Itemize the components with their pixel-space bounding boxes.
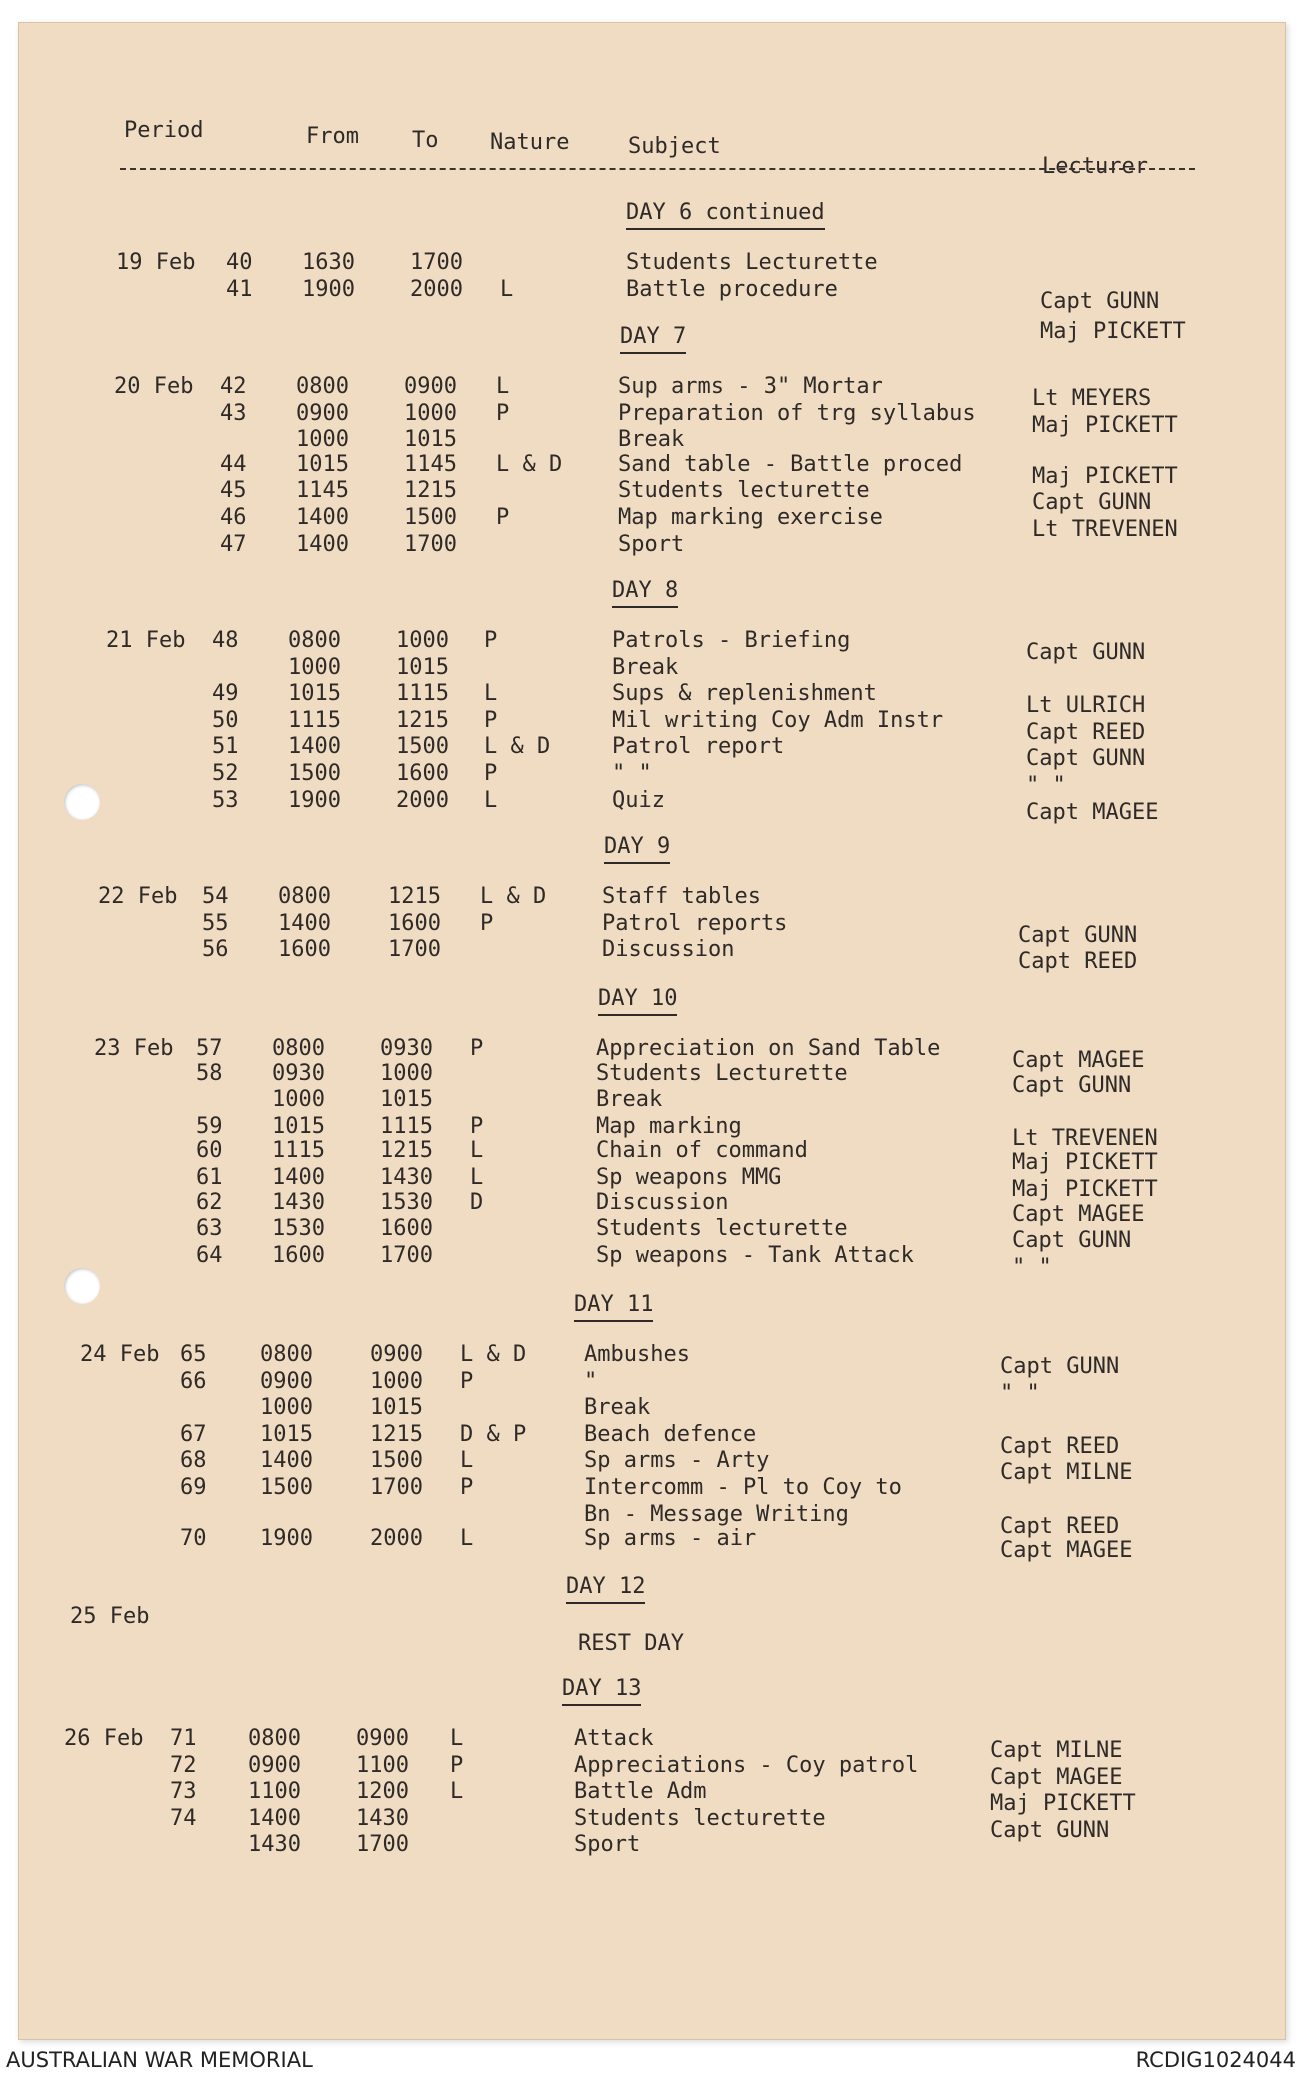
lecturer-cell: Capt GUNN: [1018, 922, 1138, 948]
subject-cell: Sups & replenishment: [612, 681, 877, 707]
nature-header: Nature: [490, 130, 570, 155]
to-cell: 1600: [388, 910, 441, 936]
period-cell: 57: [196, 1036, 223, 1061]
nature-cell: L & D: [460, 1342, 527, 1367]
period-cell: 63: [196, 1216, 223, 1242]
subject-cell: Sand table - Battle proced: [618, 451, 963, 477]
nature-cell: P: [484, 707, 498, 733]
from-cell: 1530: [272, 1216, 325, 1242]
period-cell: 53: [212, 787, 239, 813]
from-cell: 1015: [272, 1113, 325, 1139]
from-cell: 1600: [278, 937, 331, 963]
subject-cell: Intercomm - Pl to Coy to: [584, 1475, 902, 1500]
subject-cell: " ": [612, 761, 652, 786]
from-cell: 0800: [272, 1036, 325, 1061]
footer-left: AUSTRALIAN WAR MEMORIAL: [6, 2048, 313, 2072]
lecturer-cell: Maj PICKETT: [990, 1791, 1136, 1817]
period-header: Period: [124, 118, 204, 143]
punch-hole: [64, 1268, 100, 1304]
to-cell: 1700: [404, 531, 457, 557]
column-header-row: [0, 118, 1304, 179]
period-cell: 58: [196, 1060, 223, 1086]
day-title: DAY 9: [604, 834, 670, 864]
from-cell: 1500: [288, 761, 341, 786]
period-cell: 42: [220, 374, 247, 399]
subject-cell: Sport: [574, 1832, 641, 1858]
to-cell: 0900: [356, 1726, 409, 1751]
lecturer-cell: Capt REED: [1026, 719, 1146, 745]
from-cell: 1400: [278, 910, 331, 936]
period-cell: 72: [170, 1752, 197, 1778]
from-cell: 1100: [248, 1779, 301, 1805]
period-cell: 51: [212, 734, 239, 760]
period-cell: 67: [180, 1421, 207, 1447]
period-cell: 73: [170, 1779, 197, 1805]
subject-cell: Break: [596, 1087, 663, 1113]
period-cell: 61: [196, 1165, 223, 1190]
period-cell: 68: [180, 1448, 207, 1474]
period-cell: 65: [180, 1342, 207, 1367]
subject-cell: REST DAY: [578, 1630, 684, 1656]
nature-cell: P: [484, 628, 498, 653]
nature-cell: L: [450, 1726, 464, 1751]
from-cell: 1600: [272, 1242, 325, 1268]
day-title: DAY 13: [562, 1676, 641, 1706]
lecturer-cell: Capt GUNN: [1026, 746, 1146, 772]
to-cell: 1015: [370, 1395, 423, 1421]
to-cell: 1215: [396, 707, 449, 733]
nature-cell: P: [460, 1475, 474, 1500]
to-cell: 2000: [410, 276, 463, 302]
to-cell: 1600: [380, 1216, 433, 1242]
nature-cell: L: [460, 1448, 474, 1474]
day-title: DAY 11: [574, 1292, 653, 1322]
header-rule: [120, 168, 1195, 170]
to-cell: 1700: [380, 1242, 433, 1268]
subject-cell: Break: [584, 1395, 651, 1421]
from-cell: 1000: [288, 654, 341, 680]
subject-cell: Students lecturette: [574, 1805, 826, 1831]
period-cell: 69: [180, 1475, 207, 1500]
from-cell: 1000: [260, 1395, 313, 1421]
lecturer-cell: Capt GUNN: [1000, 1354, 1120, 1379]
from-cell: 1400: [248, 1805, 301, 1831]
to-cell: 1600: [396, 761, 449, 786]
lecturer-cell: " ": [1012, 1254, 1052, 1280]
subject-cell: Discussion: [596, 1189, 729, 1215]
nature-cell: L: [460, 1526, 474, 1552]
period-cell: 47: [220, 531, 247, 557]
to-header: To: [412, 128, 439, 153]
lecturer-cell: Maj PICKETT: [1032, 463, 1178, 489]
from-cell: 1400: [260, 1448, 313, 1474]
to-cell: 1145: [404, 451, 457, 477]
to-cell: 1700: [356, 1832, 409, 1858]
nature-cell: L: [484, 787, 498, 813]
lecturer-cell: Capt REED: [1000, 1513, 1120, 1539]
period-cell: 56: [202, 937, 229, 963]
to-cell: 1215: [380, 1138, 433, 1164]
from-cell: 1015: [260, 1421, 313, 1447]
day-title: DAY 7: [620, 324, 686, 354]
lecturer-cell: Capt MAGEE: [1026, 799, 1159, 825]
to-cell: 1215: [388, 884, 441, 909]
period-cell: 46: [220, 505, 247, 530]
period-cell: 52: [212, 761, 239, 786]
lecturer-cell: Capt MILNE: [990, 1738, 1123, 1763]
to-cell: 1700: [410, 250, 463, 275]
subject-cell: Map marking exercise: [618, 505, 883, 530]
lecturer-cell: Capt GUNN: [1012, 1228, 1132, 1254]
subject-cell: Sport: [618, 531, 685, 557]
nature-cell: L: [484, 681, 498, 707]
nature-cell: P: [470, 1113, 484, 1139]
nature-cell: P: [496, 505, 510, 530]
subject-cell: Patrols - Briefing: [612, 628, 851, 653]
to-cell: 1700: [370, 1475, 423, 1500]
lecturer-cell: Capt MAGEE: [1000, 1538, 1133, 1564]
subject-cell: Ambushes: [584, 1342, 690, 1367]
nature-cell: L: [470, 1165, 484, 1190]
nature-cell: L: [450, 1779, 464, 1805]
subject-cell: Appreciation on Sand Table: [596, 1036, 941, 1061]
subject-cell: Sp weapons MMG: [596, 1165, 782, 1190]
to-cell: 1200: [356, 1779, 409, 1805]
nature-cell: L & D: [480, 884, 547, 909]
from-cell: 1000: [272, 1087, 325, 1113]
period-cell: 49: [212, 681, 239, 707]
lecturer-cell: Maj PICKETT: [1012, 1150, 1158, 1176]
to-cell: 0930: [380, 1036, 433, 1061]
to-cell: 1100: [356, 1752, 409, 1778]
nature-cell: L: [500, 276, 514, 302]
date-cell: 25 Feb: [70, 1604, 150, 1629]
period-cell: 70: [180, 1526, 207, 1552]
period-cell: 55: [202, 910, 229, 936]
day-title: DAY 8: [612, 578, 678, 608]
subject-cell: Students lecturette: [618, 478, 870, 504]
footer-right: RCDIG1024044: [1135, 2048, 1296, 2072]
nature-cell: P: [450, 1752, 464, 1778]
nature-cell: P: [484, 761, 498, 786]
to-cell: 1215: [370, 1421, 423, 1447]
period-cell: 59: [196, 1113, 223, 1139]
lecturer-cell: Maj PICKETT: [1012, 1177, 1158, 1202]
date-cell: 22 Feb: [98, 884, 178, 909]
period-cell: 60: [196, 1138, 223, 1164]
nature-cell: L: [470, 1138, 484, 1164]
to-cell: 2000: [396, 787, 449, 813]
subject-cell: Patrol report: [612, 734, 785, 760]
period-cell: 45: [220, 478, 247, 504]
to-cell: 0900: [404, 374, 457, 399]
date-cell: 20 Feb: [114, 374, 194, 399]
lecturer-cell: Capt MAGEE: [1012, 1048, 1145, 1073]
lecturer-cell: Capt MILNE: [1000, 1460, 1133, 1486]
from-cell: 1430: [248, 1832, 301, 1858]
lecturer-cell: Capt GUNN: [1040, 288, 1160, 314]
to-cell: 1000: [404, 400, 457, 426]
nature-cell: P: [470, 1036, 484, 1061]
lecturer-cell: Capt GUNN: [1012, 1072, 1132, 1098]
to-cell: 1015: [396, 654, 449, 680]
subject-cell: Staff tables: [602, 884, 761, 909]
subject-cell: Battle Adm: [574, 1779, 707, 1805]
to-cell: 1500: [404, 505, 457, 530]
subject-cell: Sp arms - Arty: [584, 1448, 770, 1474]
subject-cell: Sup arms - 3" Mortar: [618, 374, 883, 399]
period-cell: 43: [220, 400, 247, 426]
to-cell: 2000: [370, 1526, 423, 1552]
to-cell: 1430: [380, 1165, 433, 1190]
from-cell: 1000: [296, 427, 349, 453]
to-cell: 0900: [370, 1342, 423, 1367]
lecturer-cell: Lt TREVENEN: [1032, 517, 1178, 542]
to-cell: 1530: [380, 1189, 433, 1215]
subject-cell: Students lecturette: [596, 1216, 848, 1242]
subject-cell: Preparation of trg syllabus: [618, 400, 976, 426]
subject-cell: Chain of command: [596, 1138, 808, 1164]
to-cell: 1000: [370, 1368, 423, 1394]
subject-cell: Discussion: [602, 937, 735, 963]
subject-cell: Break: [612, 654, 679, 680]
from-cell: 0800: [278, 884, 331, 909]
subject-cell: Students Lecturette: [596, 1060, 848, 1086]
nature-cell: P: [460, 1368, 474, 1394]
lecturer-cell: Capt REED: [1018, 949, 1138, 975]
period-cell: 40: [226, 250, 253, 275]
lecturer-cell: Capt MAGEE: [1012, 1201, 1145, 1227]
from-cell: 1400: [272, 1165, 325, 1190]
to-cell: 1700: [388, 937, 441, 963]
to-cell: 1115: [396, 681, 449, 707]
from-cell: 0800: [296, 374, 349, 399]
lecturer-cell: Capt REED: [1000, 1433, 1120, 1459]
subject-cell: Sp arms - air: [584, 1526, 757, 1552]
from-cell: 1400: [296, 505, 349, 530]
to-cell: 1115: [380, 1113, 433, 1139]
subject-cell: Bn - Message Writing: [584, 1501, 849, 1527]
nature-cell: L & D: [484, 734, 551, 760]
subject-cell: ": [584, 1368, 598, 1394]
from-cell: 1500: [260, 1475, 313, 1500]
day-title: DAY 12: [566, 1574, 645, 1604]
lecturer-cell: Lt TREVENEN: [1012, 1125, 1158, 1151]
from-cell: 0800: [288, 628, 341, 653]
date-cell: 26 Feb: [64, 1726, 144, 1751]
to-cell: 1000: [380, 1060, 433, 1086]
period-cell: 54: [202, 884, 229, 909]
nature-cell: P: [480, 910, 494, 936]
from-cell: 0800: [260, 1342, 313, 1367]
to-cell: 1430: [356, 1805, 409, 1831]
period-cell: 74: [170, 1805, 197, 1831]
lecturer-cell: Capt MAGEE: [990, 1764, 1123, 1790]
from-cell: 1900: [302, 276, 355, 302]
from-cell: 0900: [296, 400, 349, 426]
period-cell: 62: [196, 1189, 223, 1215]
lecturer-cell: Capt GUNN: [990, 1817, 1110, 1843]
date-cell: 19 Feb: [116, 250, 196, 275]
lecturer-cell: Lt MEYERS: [1032, 386, 1152, 411]
from-cell: 0930: [272, 1060, 325, 1086]
subject-cell: Quiz: [612, 787, 665, 813]
subject-cell: Mil writing Coy Adm Instr: [612, 707, 944, 733]
from-cell: 1400: [296, 531, 349, 557]
subject-cell: Students Lecturette: [626, 250, 878, 275]
to-cell: 1500: [396, 734, 449, 760]
lecturer-cell: Maj PICKETT: [1032, 412, 1178, 438]
to-cell: 1015: [404, 427, 457, 453]
from-cell: 1115: [272, 1138, 325, 1164]
lecturer-cell: " ": [1026, 773, 1066, 798]
lecturer-cell: Maj PICKETT: [1040, 319, 1186, 345]
from-header: From: [306, 124, 359, 149]
period-cell: 71: [170, 1726, 197, 1751]
to-cell: 1215: [404, 478, 457, 504]
nature-cell: L: [496, 374, 510, 399]
day-title: DAY 6 continued: [626, 200, 825, 230]
from-cell: 0900: [260, 1368, 313, 1394]
from-cell: 1015: [296, 451, 349, 477]
date-cell: 23 Feb: [94, 1036, 174, 1061]
subject-cell: Patrol reports: [602, 910, 788, 936]
subject-cell: Sp weapons - Tank Attack: [596, 1242, 914, 1268]
lecturer-cell: Capt GUNN: [1032, 490, 1152, 516]
period-cell: 48: [212, 628, 239, 653]
from-cell: 1400: [288, 734, 341, 760]
period-cell: 50: [212, 707, 239, 733]
period-cell: 66: [180, 1368, 207, 1394]
period-cell: 41: [226, 276, 253, 302]
subject-header: Subject: [628, 134, 721, 159]
lecturer-header: Lecturer: [1042, 154, 1148, 179]
to-cell: 1500: [370, 1448, 423, 1474]
from-cell: 1430: [272, 1189, 325, 1215]
to-cell: 1000: [396, 628, 449, 653]
from-cell: 1015: [288, 681, 341, 707]
subject-cell: Attack: [574, 1726, 654, 1751]
from-cell: 1145: [296, 478, 349, 504]
from-cell: 1630: [302, 250, 355, 275]
from-cell: 1115: [288, 707, 341, 733]
lecturer-cell: Lt ULRICH: [1026, 693, 1146, 719]
nature-cell: P: [496, 400, 510, 426]
from-cell: 0900: [248, 1752, 301, 1778]
subject-cell: Map marking: [596, 1113, 742, 1139]
period-cell: 64: [196, 1242, 223, 1268]
subject-cell: Beach defence: [584, 1421, 757, 1447]
period-cell: 44: [220, 451, 247, 477]
nature-cell: D: [470, 1189, 484, 1215]
lecturer-cell: Capt GUNN: [1026, 640, 1146, 665]
nature-cell: L & D: [496, 451, 563, 477]
from-cell: 1900: [288, 787, 341, 813]
lecturer-cell: " ": [1000, 1380, 1040, 1406]
date-cell: 24 Feb: [80, 1342, 160, 1367]
subject-cell: Break: [618, 427, 685, 453]
day-title: DAY 10: [598, 986, 677, 1016]
to-cell: 1015: [380, 1087, 433, 1113]
from-cell: 1900: [260, 1526, 313, 1552]
punch-hole: [64, 784, 100, 820]
subject-cell: Battle procedure: [626, 276, 838, 302]
nature-cell: D & P: [460, 1421, 527, 1447]
date-cell: 21 Feb: [106, 628, 186, 653]
subject-cell: Appreciations - Coy patrol: [574, 1752, 919, 1778]
from-cell: 0800: [248, 1726, 301, 1751]
